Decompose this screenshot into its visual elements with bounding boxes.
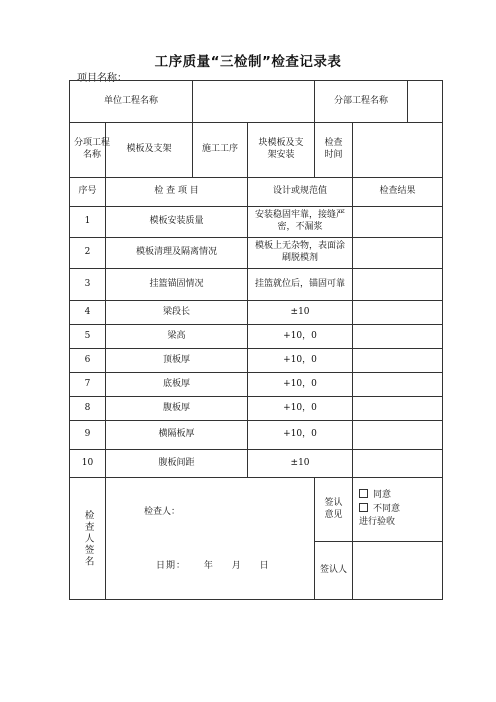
- option-agree-label: 同意: [373, 490, 392, 501]
- inspection-time-label: [315, 123, 353, 178]
- row-standard: [248, 269, 353, 301]
- table-row: [70, 207, 443, 238]
- row-standard: +10，0: [248, 373, 353, 397]
- row-item: 模板清理及隔离情况: [106, 238, 248, 269]
- signer-label: 签认人: [315, 542, 353, 600]
- row-seq: 5: [70, 325, 106, 349]
- table-row: [70, 349, 443, 373]
- row-seq: 7: [70, 373, 106, 397]
- project-name-label: 项目名称：: [77, 73, 127, 84]
- opinion-options: [353, 478, 443, 542]
- date-label: 日期：: [156, 560, 187, 571]
- signer-value[interactable]: [353, 542, 443, 600]
- row-result[interactable]: [353, 207, 443, 238]
- row-item: 底板厚: [106, 373, 248, 397]
- opinion-label-cell: [315, 478, 353, 542]
- row-standard: [248, 207, 353, 238]
- sub-item-label: [70, 123, 111, 178]
- page-title: 工序质量“三检制”检查记录表: [154, 54, 342, 70]
- month-label: 月: [231, 560, 242, 571]
- row-item: 顶板厚: [106, 349, 248, 373]
- row-result[interactable]: [353, 421, 443, 450]
- option-disagree-label: 不同意: [373, 503, 401, 514]
- unit-project-value[interactable]: [193, 81, 315, 123]
- sub-item-value: 模板及支架: [106, 123, 193, 178]
- row-standard: ±10: [248, 301, 353, 325]
- table-row: [70, 373, 443, 397]
- row-seq: 3: [70, 269, 106, 301]
- signature-section-label: [70, 478, 106, 600]
- row-item: 模板安装质量: [106, 207, 248, 238]
- opinion-label: 签认意见: [324, 497, 343, 520]
- row-standard: +10，0: [248, 397, 353, 421]
- row-result[interactable]: [353, 349, 443, 373]
- row-seq: 6: [70, 349, 106, 373]
- row-result[interactable]: [353, 397, 443, 421]
- inspection-time-value[interactable]: [353, 123, 443, 178]
- signature-section-label-text: 检查人签名: [82, 509, 94, 568]
- row-result[interactable]: [353, 301, 443, 325]
- option-proceed: 进行验收: [359, 517, 396, 528]
- row-result[interactable]: [353, 269, 443, 301]
- row-seq: 1: [70, 207, 106, 238]
- checkbox-icon[interactable]: [359, 503, 368, 512]
- table-row: [70, 301, 443, 325]
- inspection-time-label-text: 检查时间: [324, 138, 343, 160]
- row-standard: +10，0: [248, 421, 353, 450]
- row-standard: ±10: [248, 450, 353, 478]
- col-result-header: 检查结果: [353, 178, 443, 207]
- inspector-block: [106, 479, 314, 599]
- process-value: [248, 123, 315, 178]
- col-standard-header: 设计或规范值: [248, 178, 353, 207]
- inspector-sign-area[interactable]: [106, 478, 315, 600]
- table-row: [70, 238, 443, 269]
- row-result[interactable]: [353, 450, 443, 478]
- row-standard-text: 挂篮就位后，锚固可靠: [255, 278, 346, 289]
- row-seq: 4: [70, 301, 106, 325]
- row-item: 挂篮锚固情况: [106, 269, 248, 301]
- row-seq: 8: [70, 397, 106, 421]
- division-project-label: 分部工程名称: [315, 81, 408, 123]
- row-item: 梁段长: [106, 301, 248, 325]
- row-seq: 10: [70, 450, 106, 478]
- col-seq-header: 序号: [70, 178, 106, 207]
- row-result[interactable]: [353, 373, 443, 397]
- row-result[interactable]: [353, 238, 443, 269]
- row-item: 横隔板厚: [106, 421, 248, 450]
- division-project-value[interactable]: [408, 81, 443, 123]
- row-seq: 2: [70, 238, 106, 269]
- process-value-text: 块模板及支架安装: [258, 138, 304, 160]
- row-standard-text: 模板上无杂物，表面涂刷脱模剂: [255, 241, 346, 263]
- row-seq: 9: [70, 421, 106, 450]
- row-standard: +10，0: [248, 349, 353, 373]
- row-standard: [248, 238, 353, 269]
- unit-project-label: 单位工程名称: [70, 81, 193, 123]
- date-line: [156, 561, 284, 573]
- sub-item-label-text: 分项工程名称: [74, 138, 111, 160]
- row-standard-text: 安装稳固牢靠，接缝严密，不漏浆: [255, 210, 346, 232]
- table-row: [70, 325, 443, 349]
- row-item: 腹板厚: [106, 397, 248, 421]
- inspection-form-table: [69, 80, 443, 600]
- signature-row-1: [70, 478, 443, 542]
- col-item-header: 检 查 项 目: [106, 178, 248, 207]
- day-label: 日: [259, 560, 270, 571]
- row-item: 梁高: [106, 325, 248, 349]
- column-header-row: [70, 178, 443, 207]
- table-row: [70, 450, 443, 478]
- option-disagree[interactable]: [359, 503, 442, 517]
- year-label: 年: [203, 560, 214, 571]
- row-item: 腹板间距: [106, 450, 248, 478]
- header-row-1: [70, 81, 443, 123]
- checkbox-icon[interactable]: [359, 489, 368, 498]
- inspector-label: 检查人：: [144, 506, 181, 517]
- row-standard: +10，0: [248, 325, 353, 349]
- table-row: [70, 397, 443, 421]
- option-agree[interactable]: [359, 489, 442, 503]
- process-label: 施工工序: [193, 123, 248, 178]
- header-row-2: [70, 123, 443, 178]
- table-row: [70, 421, 443, 450]
- table-row: [70, 269, 443, 301]
- row-result[interactable]: [353, 325, 443, 349]
